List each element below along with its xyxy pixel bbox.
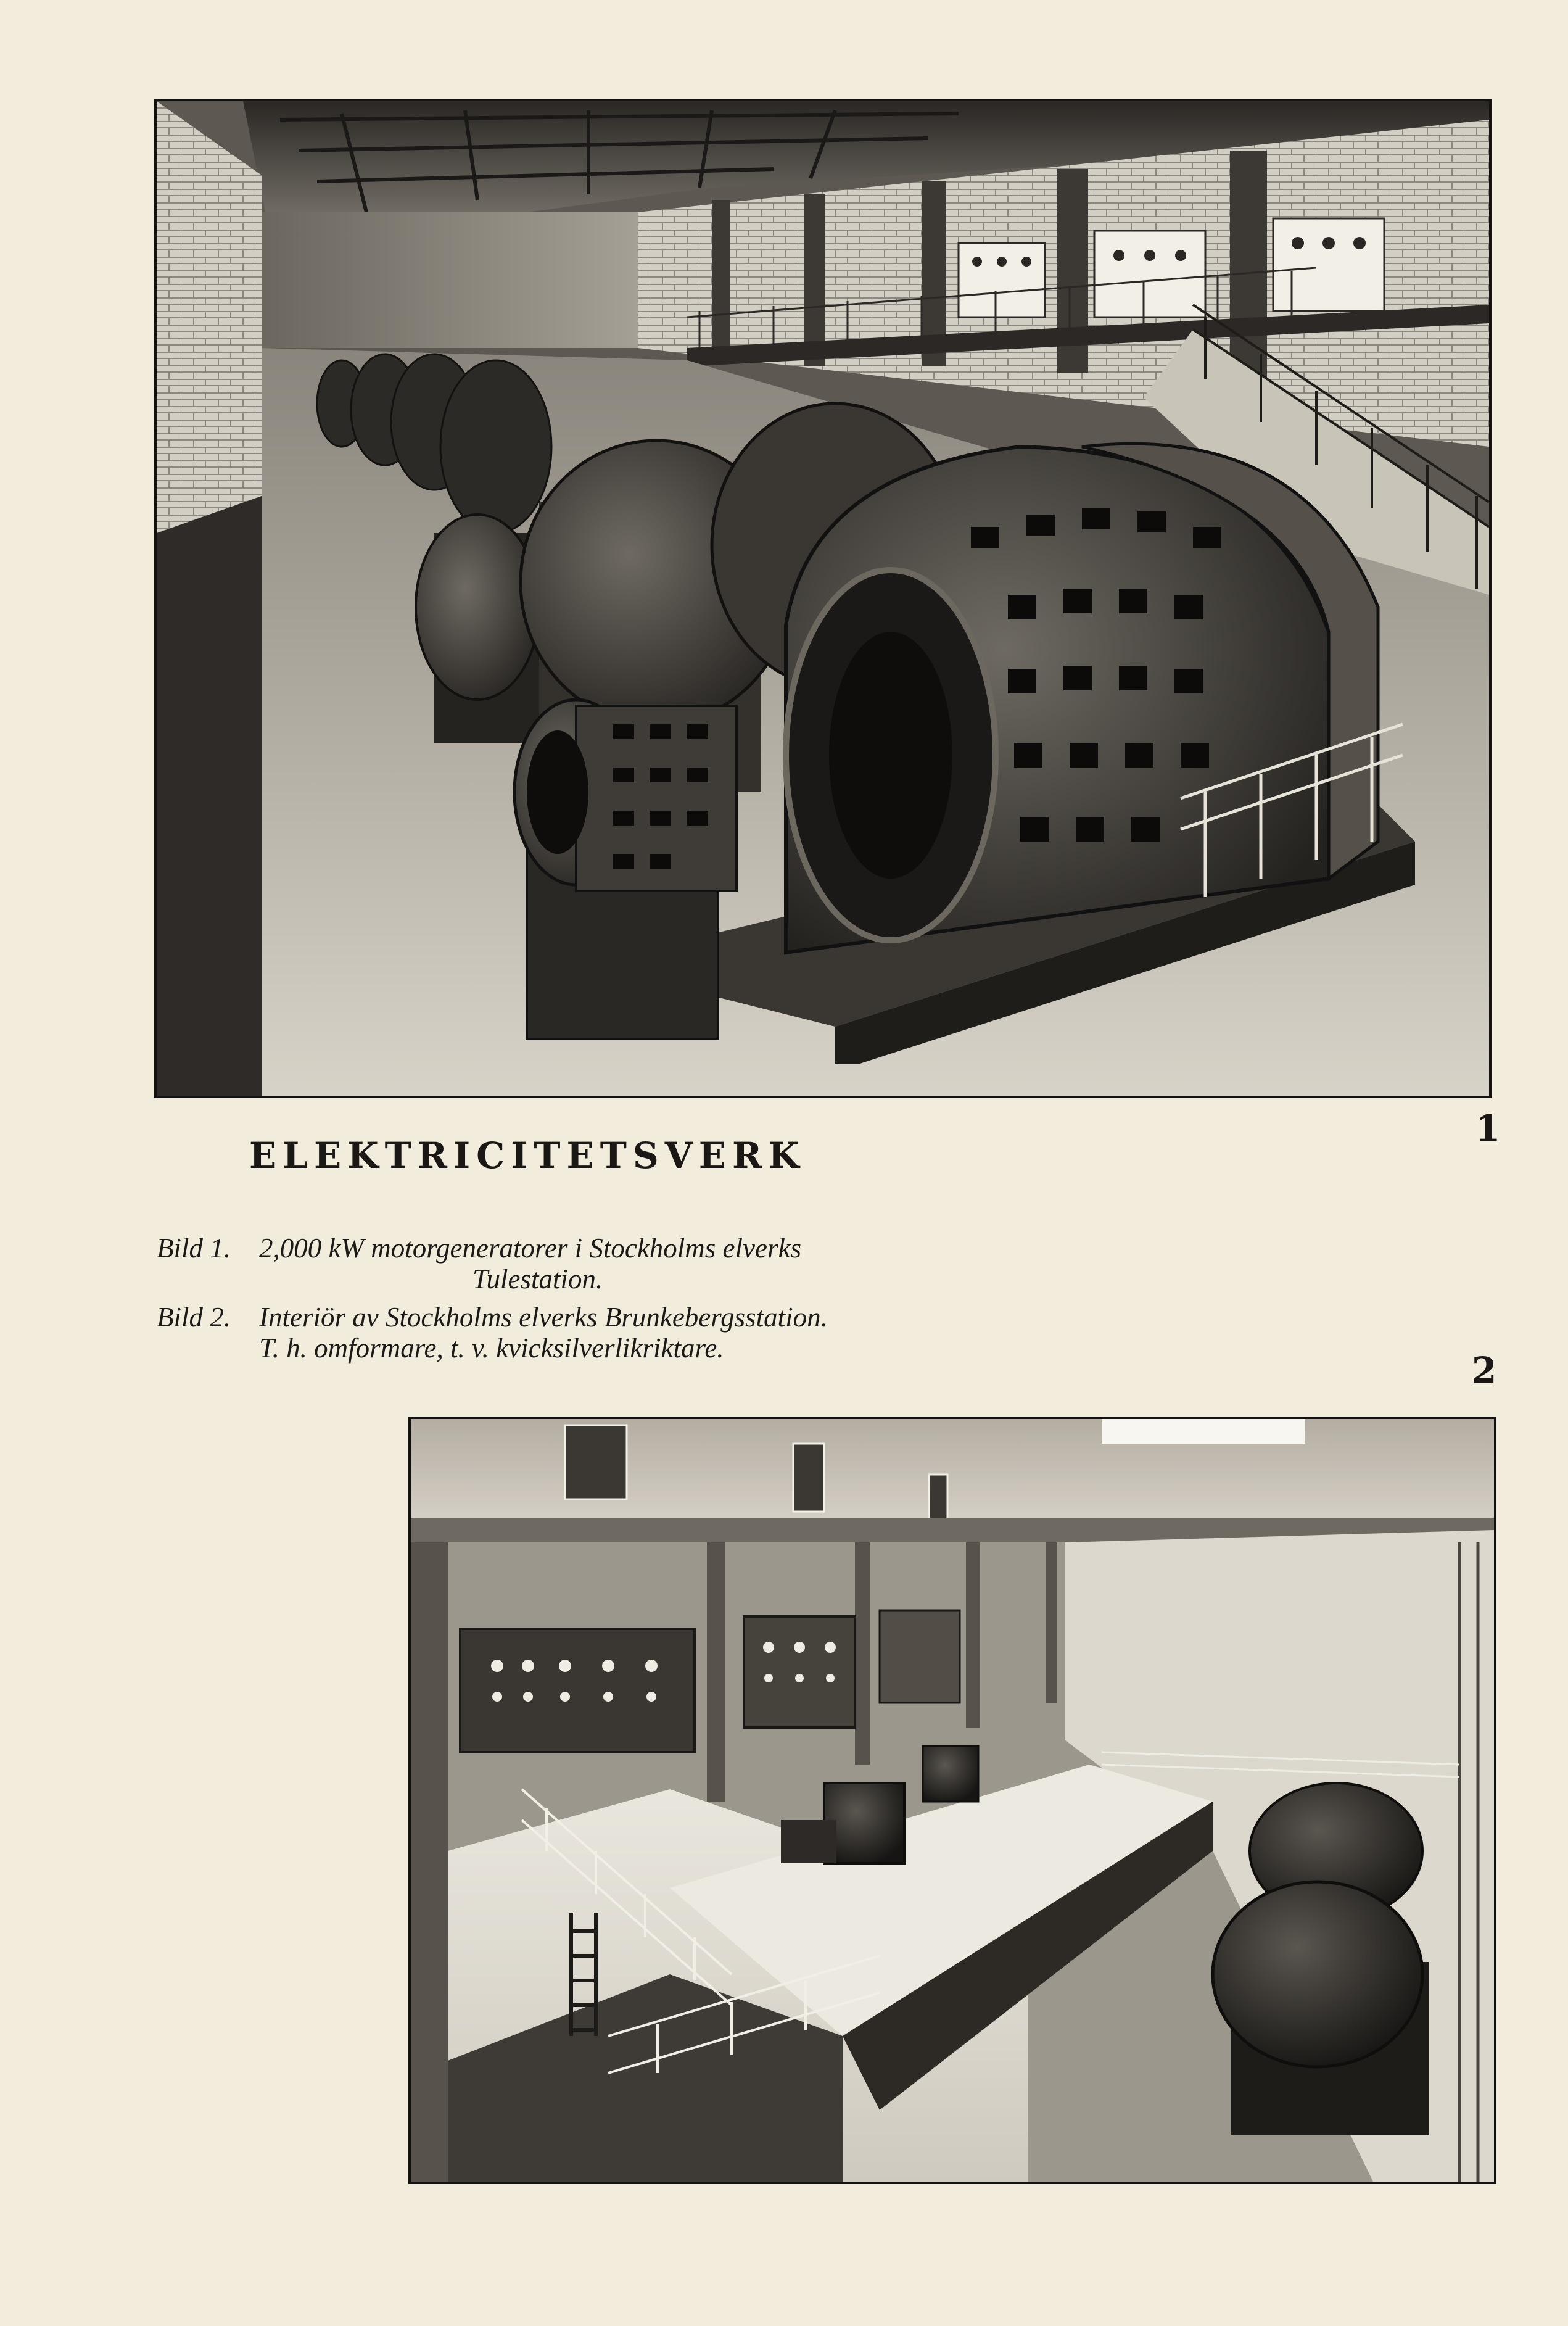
caption-2-label: Bild 2.: [157, 1302, 231, 1333]
caption-1-line-1: [157, 1233, 959, 1264]
caption-1-label: Bild 1.: [157, 1233, 231, 1264]
caption-bild-2: [157, 1302, 996, 1364]
figure-number-1: 1: [1475, 1107, 1501, 1149]
caption-2-line-1: [157, 1302, 996, 1333]
generator-hall-photo-image: [157, 101, 1489, 1096]
caption-1-text-1: 2,000 kW motorgeneratorer i Stockholms elverks: [259, 1233, 801, 1264]
figure-number-2: 2: [1472, 1349, 1497, 1391]
section-title: ELEKTRICITETSVERK: [249, 1135, 806, 1177]
photo-station-interior: [408, 1417, 1496, 2184]
caption-2-text-1: Interiör av Stockholms elverks Brunkebergsstation.: [259, 1302, 828, 1333]
caption-1-line-2: Tulestation.: [472, 1264, 603, 1294]
caption-bild-1: [157, 1233, 959, 1294]
photo-generator-hall: [154, 99, 1492, 1098]
caption-2-line-2: T. h. omformare, t. v. kvicksilverlikriktare.: [259, 1333, 724, 1364]
station-interior-photo-image: [411, 1419, 1494, 2182]
